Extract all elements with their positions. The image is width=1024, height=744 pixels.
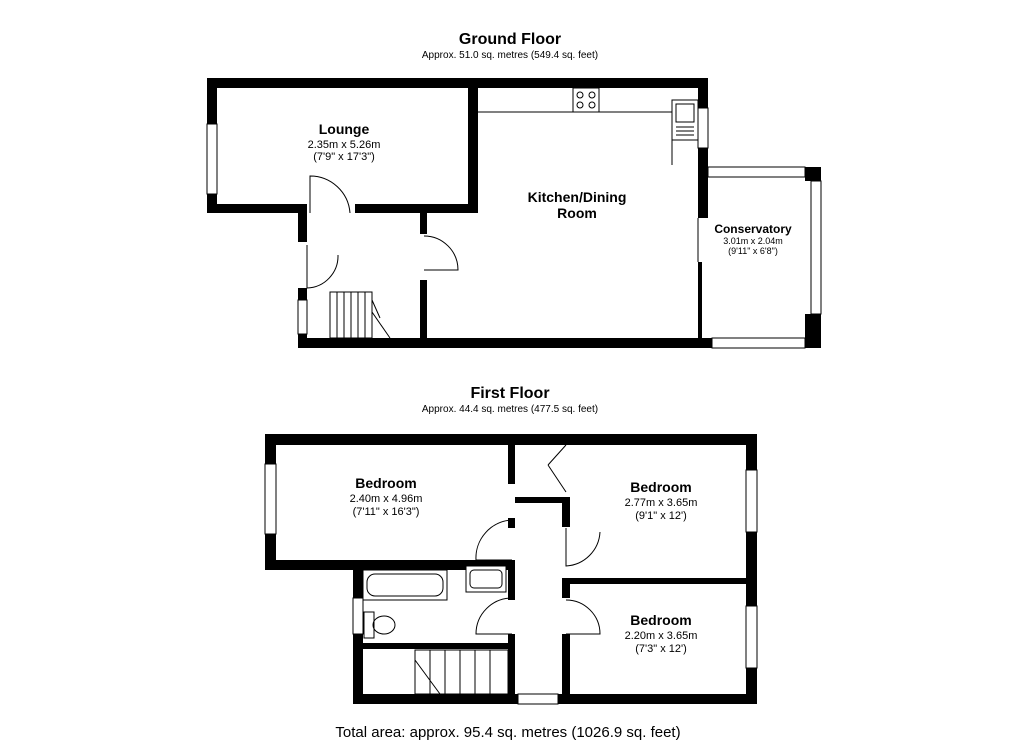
first-floor-title: First Floor: [470, 385, 550, 402]
first-floor-area: Approx. 44.4 sq. metres (477.5 sq. feet): [421, 404, 599, 415]
bedroom-2-name: Bedroom: [630, 479, 692, 495]
room-kitchen-dining: [528, 189, 627, 221]
hob-icon: [573, 88, 599, 112]
bedroom-3-name: Bedroom: [630, 612, 692, 628]
bathroom-fixtures: [363, 566, 506, 638]
bedroom-1-metric: 2.40m x 4.96m: [349, 493, 423, 505]
bedroom-2-metric: 2.77m x 3.65m: [624, 497, 698, 509]
ground-floor-stairs: [330, 292, 390, 338]
bedroom-3-metric: 2.20m x 3.65m: [624, 630, 698, 642]
conservatory-imperial: (9'11" x 6'8"): [728, 246, 778, 256]
lounge-imperial: (7'9" x 17'3"): [313, 151, 375, 163]
room-bedroom-3: [625, 612, 698, 655]
lounge-metric: 2.35m x 5.26m: [307, 139, 381, 151]
kitchen-fixtures: [478, 88, 698, 165]
first-floor: [265, 385, 757, 704]
room-lounge: [308, 121, 381, 163]
conservatory-name: Conservatory: [714, 222, 792, 236]
lounge-name: Lounge: [318, 121, 370, 137]
bedroom-1-imperial: (7'11" x 16'3"): [352, 506, 420, 518]
room-bedroom-1: [350, 475, 423, 518]
room-bedroom-2: [625, 479, 698, 522]
bedroom-3-imperial: (7'3" x 12'): [635, 643, 687, 655]
first-floor-walls: [265, 434, 757, 704]
kitchen-name-line1: Kitchen/Dining: [527, 189, 627, 205]
first-floor-doors: [476, 445, 600, 634]
room-conservatory: [714, 222, 792, 256]
bedroom-2-imperial: (9'1" x 12'): [635, 510, 687, 522]
ground-floor-doors: [307, 176, 458, 288]
kitchen-name-line2: Room: [557, 205, 597, 221]
ground-floor-area: Approx. 51.0 sq. metres (549.4 sq. feet): [421, 50, 599, 61]
first-floor-stairs: [415, 650, 508, 694]
total-area: Total area: approx. 95.4 sq. metres (1026.9 sq. feet): [335, 724, 681, 741]
ground-floor: [207, 31, 821, 348]
conservatory-metric: 3.01m x 2.04m: [723, 236, 783, 246]
ground-floor-title: Ground Floor: [458, 31, 562, 48]
bedroom-1-name: Bedroom: [355, 475, 417, 491]
